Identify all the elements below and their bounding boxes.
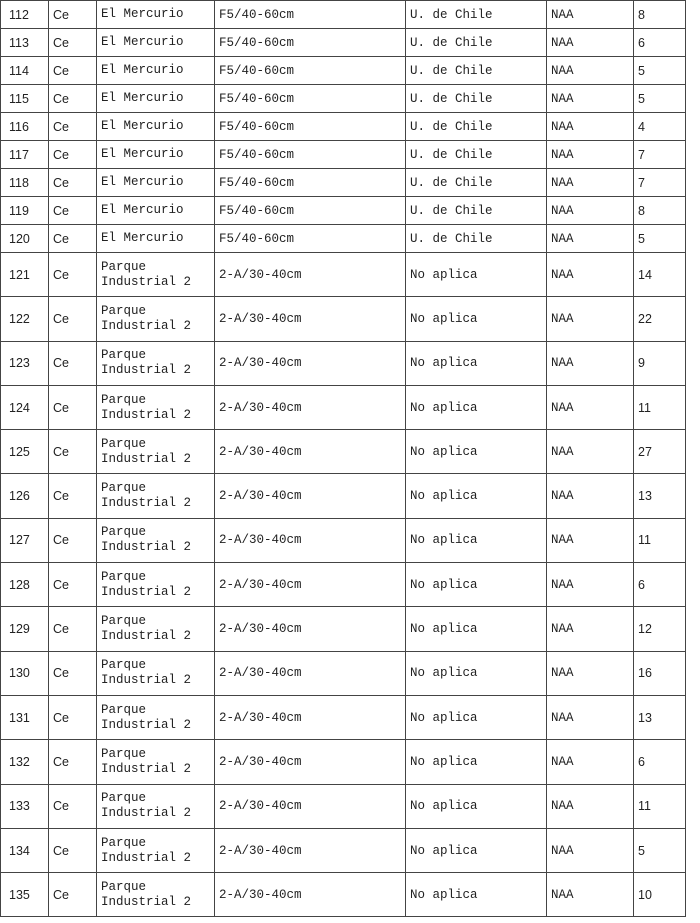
table-row — [1, 873, 686, 917]
sample-type-cell: Ce — [49, 563, 97, 607]
source-cell: No aplica — [406, 297, 547, 341]
layer-depth-cell: F5/40-60cm — [215, 169, 406, 197]
table-row — [1, 695, 686, 739]
site-name-cell: Parque Industrial 2 — [97, 297, 215, 341]
category-cell: NAA — [547, 695, 634, 739]
sample-type-cell: Ce — [49, 1, 97, 29]
source-cell: U. de Chile — [406, 85, 547, 113]
category-cell: NAA — [547, 113, 634, 141]
table-row — [1, 518, 686, 562]
sample-id-cell: 128 — [1, 563, 49, 607]
count-cell: 8 — [634, 1, 686, 29]
site-name-cell: Parque Industrial 2 — [97, 341, 215, 385]
source-cell: U. de Chile — [406, 169, 547, 197]
count-cell: 11 — [634, 784, 686, 828]
site-name-cell: Parque Industrial 2 — [97, 474, 215, 518]
count-cell: 5 — [634, 225, 686, 253]
site-name-cell: Parque Industrial 2 — [97, 385, 215, 429]
site-name-cell: El Mercurio — [97, 113, 215, 141]
site-name-cell: Parque Industrial 2 — [97, 518, 215, 562]
layer-depth-cell: 2-A/30-40cm — [215, 341, 406, 385]
source-cell: No aplica — [406, 474, 547, 518]
layer-depth-cell: F5/40-60cm — [215, 225, 406, 253]
category-cell: NAA — [547, 57, 634, 85]
sample-id-cell: 124 — [1, 385, 49, 429]
layer-depth-cell: 2-A/30-40cm — [215, 784, 406, 828]
sample-type-cell: Ce — [49, 607, 97, 651]
site-name-cell: El Mercurio — [97, 57, 215, 85]
table-row — [1, 430, 686, 474]
category-cell: NAA — [547, 169, 634, 197]
layer-depth-cell: 2-A/30-40cm — [215, 253, 406, 297]
category-cell: NAA — [547, 253, 634, 297]
sample-id-cell: 125 — [1, 430, 49, 474]
source-cell: No aplica — [406, 341, 547, 385]
source-cell: No aplica — [406, 430, 547, 474]
site-name-cell: El Mercurio — [97, 197, 215, 225]
table-row — [1, 225, 686, 253]
count-cell: 12 — [634, 607, 686, 651]
table-row — [1, 29, 686, 57]
source-cell: No aplica — [406, 695, 547, 739]
table-row — [1, 563, 686, 607]
sample-id-cell: 121 — [1, 253, 49, 297]
layer-depth-cell: F5/40-60cm — [215, 29, 406, 57]
sample-id-cell: 131 — [1, 695, 49, 739]
sample-id-cell: 115 — [1, 85, 49, 113]
count-cell: 7 — [634, 141, 686, 169]
sample-id-cell: 118 — [1, 169, 49, 197]
table-row — [1, 341, 686, 385]
sample-type-cell: Ce — [49, 651, 97, 695]
count-cell: 13 — [634, 695, 686, 739]
table-row — [1, 385, 686, 429]
site-name-cell: Parque Industrial 2 — [97, 651, 215, 695]
source-cell: No aplica — [406, 607, 547, 651]
site-name-cell: Parque Industrial 2 — [97, 253, 215, 297]
table-row — [1, 141, 686, 169]
sample-type-cell: Ce — [49, 385, 97, 429]
layer-depth-cell: F5/40-60cm — [215, 113, 406, 141]
sample-type-cell: Ce — [49, 29, 97, 57]
category-cell: NAA — [547, 430, 634, 474]
sample-type-cell: Ce — [49, 113, 97, 141]
category-cell: NAA — [547, 828, 634, 872]
site-name-cell: El Mercurio — [97, 169, 215, 197]
count-cell: 6 — [634, 563, 686, 607]
category-cell: NAA — [547, 297, 634, 341]
count-cell: 5 — [634, 85, 686, 113]
layer-depth-cell: F5/40-60cm — [215, 1, 406, 29]
sample-id-cell: 117 — [1, 141, 49, 169]
category-cell: NAA — [547, 651, 634, 695]
sample-type-cell: Ce — [49, 518, 97, 562]
category-cell: NAA — [547, 85, 634, 113]
sample-type-cell: Ce — [49, 695, 97, 739]
site-name-cell: Parque Industrial 2 — [97, 695, 215, 739]
category-cell: NAA — [547, 563, 634, 607]
count-cell: 13 — [634, 474, 686, 518]
source-cell: No aplica — [406, 740, 547, 784]
layer-depth-cell: F5/40-60cm — [215, 85, 406, 113]
sample-id-cell: 130 — [1, 651, 49, 695]
count-cell: 4 — [634, 113, 686, 141]
source-cell: No aplica — [406, 784, 547, 828]
sample-id-cell: 127 — [1, 518, 49, 562]
layer-depth-cell: 2-A/30-40cm — [215, 740, 406, 784]
category-cell: NAA — [547, 873, 634, 917]
category-cell: NAA — [547, 518, 634, 562]
layer-depth-cell: 2-A/30-40cm — [215, 828, 406, 872]
layer-depth-cell: 2-A/30-40cm — [215, 695, 406, 739]
category-cell: NAA — [547, 607, 634, 651]
source-cell: U. de Chile — [406, 141, 547, 169]
table-row — [1, 57, 686, 85]
count-cell: 11 — [634, 518, 686, 562]
source-cell: No aplica — [406, 385, 547, 429]
sample-type-cell: Ce — [49, 297, 97, 341]
layer-depth-cell: 2-A/30-40cm — [215, 651, 406, 695]
sample-id-cell: 113 — [1, 29, 49, 57]
layer-depth-cell: 2-A/30-40cm — [215, 474, 406, 518]
category-cell: NAA — [547, 474, 634, 518]
layer-depth-cell: 2-A/30-40cm — [215, 607, 406, 651]
category-cell: NAA — [547, 141, 634, 169]
source-cell: U. de Chile — [406, 29, 547, 57]
table-row — [1, 169, 686, 197]
site-name-cell: Parque Industrial 2 — [97, 607, 215, 651]
layer-depth-cell: 2-A/30-40cm — [215, 563, 406, 607]
sample-type-cell: Ce — [49, 141, 97, 169]
source-cell: U. de Chile — [406, 1, 547, 29]
sample-id-cell: 132 — [1, 740, 49, 784]
count-cell: 22 — [634, 297, 686, 341]
site-name-cell: Parque Industrial 2 — [97, 873, 215, 917]
category-cell: NAA — [547, 385, 634, 429]
sample-id-cell: 112 — [1, 1, 49, 29]
source-cell: No aplica — [406, 828, 547, 872]
layer-depth-cell: 2-A/30-40cm — [215, 873, 406, 917]
count-cell: 16 — [634, 651, 686, 695]
source-cell: U. de Chile — [406, 225, 547, 253]
category-cell: NAA — [547, 784, 634, 828]
sample-id-cell: 119 — [1, 197, 49, 225]
sample-id-cell: 126 — [1, 474, 49, 518]
sample-type-cell: Ce — [49, 169, 97, 197]
sample-id-cell: 120 — [1, 225, 49, 253]
site-name-cell: Parque Industrial 2 — [97, 828, 215, 872]
count-cell: 9 — [634, 341, 686, 385]
sample-id-cell: 116 — [1, 113, 49, 141]
table-row — [1, 113, 686, 141]
site-name-cell: El Mercurio — [97, 85, 215, 113]
count-cell: 11 — [634, 385, 686, 429]
sample-type-cell: Ce — [49, 341, 97, 385]
sample-type-cell: Ce — [49, 85, 97, 113]
count-cell: 6 — [634, 29, 686, 57]
sample-id-cell: 135 — [1, 873, 49, 917]
source-cell: U. de Chile — [406, 113, 547, 141]
table-row — [1, 297, 686, 341]
source-cell: No aplica — [406, 651, 547, 695]
table-row — [1, 784, 686, 828]
table-row — [1, 1, 686, 29]
source-cell: U. de Chile — [406, 197, 547, 225]
layer-depth-cell: F5/40-60cm — [215, 197, 406, 225]
sample-type-cell: Ce — [49, 225, 97, 253]
layer-depth-cell: F5/40-60cm — [215, 141, 406, 169]
table-row — [1, 85, 686, 113]
category-cell: NAA — [547, 740, 634, 784]
layer-depth-cell: 2-A/30-40cm — [215, 518, 406, 562]
site-name-cell: Parque Industrial 2 — [97, 784, 215, 828]
sample-type-cell: Ce — [49, 57, 97, 85]
sample-id-cell: 129 — [1, 607, 49, 651]
site-name-cell: El Mercurio — [97, 225, 215, 253]
sample-id-cell: 134 — [1, 828, 49, 872]
sample-type-cell: Ce — [49, 474, 97, 518]
table-row — [1, 474, 686, 518]
site-name-cell: Parque Industrial 2 — [97, 430, 215, 474]
sample-type-cell: Ce — [49, 430, 97, 474]
layer-depth-cell: 2-A/30-40cm — [215, 430, 406, 474]
table-row — [1, 197, 686, 225]
category-cell: NAA — [547, 341, 634, 385]
count-cell: 27 — [634, 430, 686, 474]
source-cell: No aplica — [406, 518, 547, 562]
count-cell: 14 — [634, 253, 686, 297]
sample-type-cell: Ce — [49, 873, 97, 917]
source-cell: U. de Chile — [406, 57, 547, 85]
sample-id-cell: 122 — [1, 297, 49, 341]
table-row — [1, 253, 686, 297]
site-name-cell: El Mercurio — [97, 29, 215, 57]
site-name-cell: Parque Industrial 2 — [97, 740, 215, 784]
sample-id-cell: 114 — [1, 57, 49, 85]
count-cell: 5 — [634, 828, 686, 872]
count-cell: 10 — [634, 873, 686, 917]
source-cell: No aplica — [406, 563, 547, 607]
category-cell: NAA — [547, 1, 634, 29]
sample-type-cell: Ce — [49, 197, 97, 225]
sample-id-cell: 123 — [1, 341, 49, 385]
count-cell: 6 — [634, 740, 686, 784]
count-cell: 8 — [634, 197, 686, 225]
sample-type-cell: Ce — [49, 253, 97, 297]
category-cell: NAA — [547, 225, 634, 253]
sample-type-cell: Ce — [49, 740, 97, 784]
table-row — [1, 828, 686, 872]
site-name-cell: Parque Industrial 2 — [97, 563, 215, 607]
layer-depth-cell: 2-A/30-40cm — [215, 385, 406, 429]
site-name-cell: El Mercurio — [97, 141, 215, 169]
source-cell: No aplica — [406, 873, 547, 917]
table-row — [1, 740, 686, 784]
sample-type-cell: Ce — [49, 784, 97, 828]
site-name-cell: El Mercurio — [97, 1, 215, 29]
count-cell: 5 — [634, 57, 686, 85]
sample-type-cell: Ce — [49, 828, 97, 872]
layer-depth-cell: F5/40-60cm — [215, 57, 406, 85]
table-row — [1, 651, 686, 695]
category-cell: NAA — [547, 29, 634, 57]
layer-depth-cell: 2-A/30-40cm — [215, 297, 406, 341]
sample-id-cell: 133 — [1, 784, 49, 828]
category-cell: NAA — [547, 197, 634, 225]
table-row — [1, 607, 686, 651]
count-cell: 7 — [634, 169, 686, 197]
source-cell: No aplica — [406, 253, 547, 297]
